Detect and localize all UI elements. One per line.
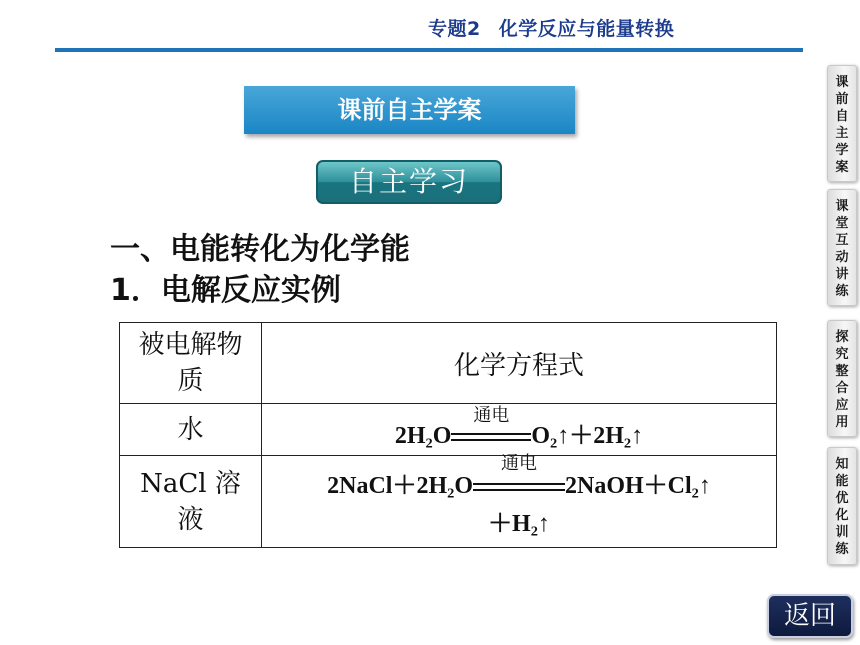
table-cell-substance: 水 — [120, 404, 262, 456]
table-row — [120, 404, 777, 456]
electrolysis-table — [119, 322, 777, 548]
header-divider — [55, 48, 803, 52]
back-button[interactable]: 返回 — [767, 594, 853, 638]
header-chapter-title: 化学反应与能量转换 — [498, 18, 675, 40]
table-header-equation: 化学方程式 — [262, 323, 777, 404]
reaction-condition — [473, 452, 565, 505]
equation-left: 2H₂O — [394, 423, 452, 449]
table-cell-substance: NaCl 溶液 — [120, 456, 262, 548]
header-topic: 专题2 — [428, 18, 481, 40]
table-header-row — [120, 323, 777, 404]
section-banner: 课前自主学案 — [244, 86, 575, 134]
header-title — [428, 14, 674, 41]
side-tab-pre-class[interactable]: 课前自主学案 — [827, 65, 857, 182]
condition-label: 通电 — [473, 405, 510, 426]
side-tab-knowledge-training[interactable]: 知能优化训练 — [827, 447, 857, 565]
table-cell-equation — [262, 452, 777, 548]
section-heading: 一、电能转化为化学能 — [110, 232, 410, 267]
subsection-heading: 1．电解反应实例 — [110, 273, 341, 308]
equation-left: 2NaCl＋2H₂O — [327, 472, 473, 499]
table-header-substance: 被电解物质 — [120, 323, 262, 404]
side-tab-inquiry-application[interactable]: 探究整合应用 — [827, 320, 857, 437]
condition-label: 通电 — [501, 452, 537, 474]
sub-banner: 自主学习 — [316, 160, 502, 204]
table-row — [120, 456, 777, 548]
equals-sign — [451, 429, 531, 445]
side-tab-classroom-practice[interactable]: 课堂互动讲练 — [827, 189, 857, 306]
equation-right: 2NaOH＋Cl₂↑ — [565, 472, 711, 499]
equation-continuation: ＋H₂↑ — [488, 510, 550, 537]
equation-right: O₂↑＋2H₂↑ — [531, 423, 644, 449]
